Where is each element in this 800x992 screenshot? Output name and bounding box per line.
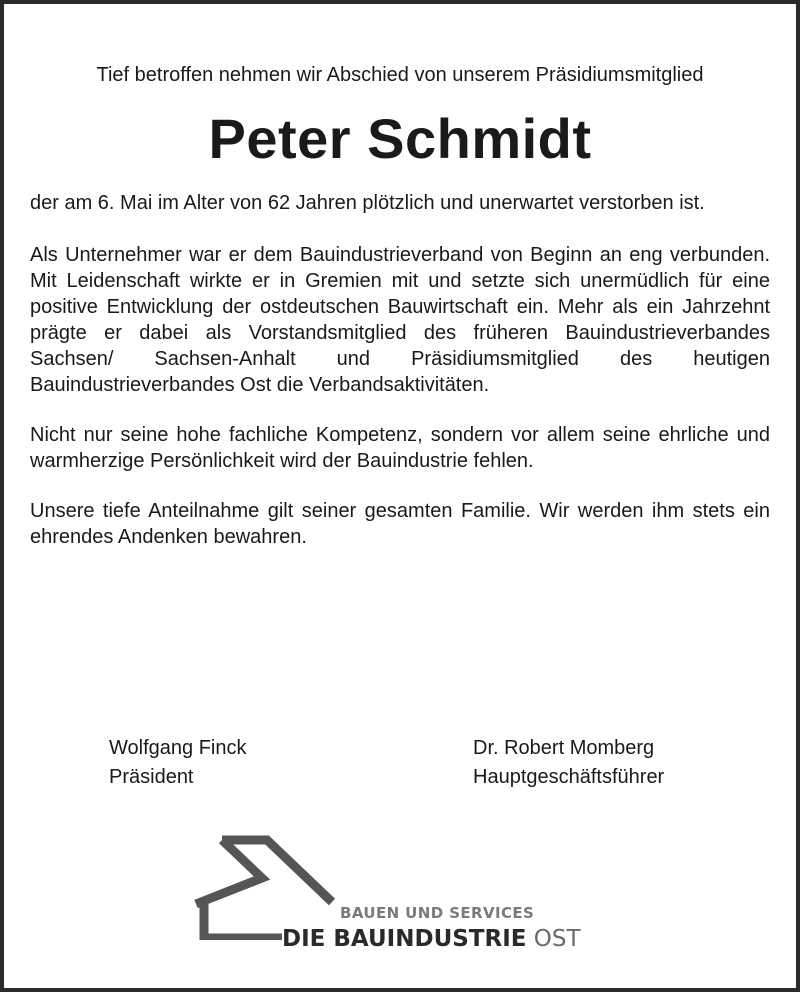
signatory-president [109,734,246,792]
signatures [109,734,756,794]
signatory-name: Wolfgang Finck [109,737,247,759]
signatory-role: Präsident [109,766,194,788]
notice-body [30,62,770,550]
signatory-role: Hauptgeschäftsführer [473,766,665,788]
paragraph-tribute: Nicht nur seine hohe fachliche Kompetenz, sondern vor allem seine ehrliche und warmherzige Persönlichkeit wird der Bauindustrie fehlen. [30,424,770,472]
signatory-name: Dr. Robert Momberg [473,737,655,759]
intro-line: Tief betroffen nehmen wir Abschied von unserem Präsidiumsmitglied [96,64,704,86]
paragraph-condolence: Unsere tiefe Anteilnahme gilt seiner gesamten Familie. Wir werden ihm stets ein ehrendes Andenken bewahren. [30,500,770,548]
organization-logo [192,830,612,960]
logo-name-light: OST [533,926,581,952]
deceased-name: Peter Schmidt [208,107,592,170]
paragraph-career: Als Unternehmer war er dem Bauindustrieverband von Beginn an eng verbunden. Mit Leidenschaft wirkte er in Gremien mit und setzte sich unermüdlich für eine positive Entwicklung der ostdeutschen Bauwirtschaft ein. Mehr als ein Jahrzehnt prägte er dabei als Vorstandsmitglied des früheren Bauindustrieverbandes Sachsen/ Sachsen-Anhalt und Präsidiumsmitglied des heutigen Bauindustrieverbandes Ost die Verbandsaktivitäten. [30,244,770,396]
signatory-managing-director [473,734,664,792]
logo-name-bold: DIE BAUINDUSTRIE [282,926,527,952]
paragraph-death: der am 6. Mai im Alter von 62 Jahren plötzlich und unerwartet verstorben ist. [30,192,705,214]
logo-subtitle: BAUEN UND SERVICES [340,904,535,922]
house-roof-icon [192,830,342,940]
logo-wordmark [282,926,581,952]
